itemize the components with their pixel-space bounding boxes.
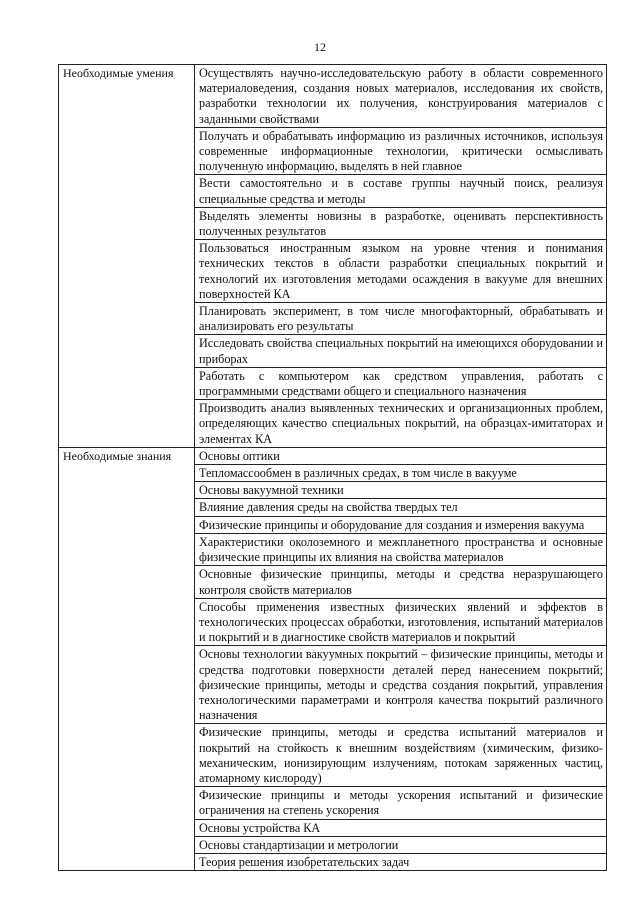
skill-item: Вести самостоятельно и в составе группы научный поиск, реализуя специальные средства и методы [195, 175, 606, 207]
skill-item: Исследовать свойства специальных покрытий на имеющихся оборудовании и приборах [195, 335, 606, 367]
knowledge-item: Характеристики околоземного и межпланетного пространства и основные физические принципы их влияния на свойства материалов [195, 533, 606, 565]
knowledge-item: Основные физические принципы, методы и средства неразрушающего контроля свойств материалов [195, 566, 606, 598]
page-number: 12 [314, 40, 326, 54]
skill-item: Производить анализ выявленных технических и организационных проблем, определяющих качество специальных покрытий, на образцах-имитаторах и элементах КА [199, 401, 603, 446]
knowledge-item: Основы стандартизации и метрологии [195, 836, 606, 853]
section-row-knowledge [59, 447, 607, 870]
knowledge-item: Основы оптики [195, 448, 606, 465]
skill-item: Планировать эксперимент, в том числе многофакторный, обрабатывать и анализировать его результаты [195, 303, 606, 335]
knowledge-list [195, 448, 606, 870]
skill-item: Пользоваться иностранным языком на уровне чтения и понимания технических текстов в области разработки специальных покрытий и технологий их изготовления методами осаждения в вакууме для внешних поверхностей КА [195, 240, 606, 303]
knowledge-item: Физические принципы и оборудование для создания и измерения вакуума [195, 516, 606, 533]
section-label-knowledge: Необходимые знания [59, 447, 195, 870]
knowledge-item: Физические принципы, методы и средства испытаний материалов и покрытий на стойкость к внешним воздействиям (химическим, физико-механическим, ионизирующим излучениям, потокам заряженных частиц, атомарному кислороду) [195, 724, 606, 787]
skill-item: Осуществлять научно-исследовательскую работу в области современного материаловедения, создания новых материалов, исследования их свойств, разработки технологии их получения, конструирования материалов с заданными свойствами [195, 65, 606, 127]
knowledge-item: Основы технологии вакуумных покрытий – физические принципы, методы и средства подготовки поверхности деталей перед нанесением покрытий; физические принципы, методы и средства создания покрытий, управления технологическими параметрами и контроля качества покрытий различного назначения [195, 646, 606, 724]
knowledge-item: Теория решения изобретательских задач [199, 854, 410, 869]
knowledge-item: Тепломассообмен в различных средах, в том числе в вакууме [195, 465, 606, 482]
section-label-skills: Необходимые умения [59, 65, 195, 448]
knowledge-item: Физические принципы и методы ускорения испытаний и физические ограничения на степень ускорения [195, 787, 606, 819]
skill-item: Выделять элементы новизны в разработке, оценивать перспективность полученных результатов [195, 207, 606, 239]
skills-list [195, 65, 606, 447]
section-row-skills [59, 65, 607, 448]
qualification-table [58, 64, 607, 871]
knowledge-item: Основы вакуумной техники [195, 482, 606, 499]
knowledge-item: Влияние давления среды на свойства твердых тел [195, 499, 606, 516]
skill-item: Работать с компьютером как средством управления, работать с программными средствами общего и специального назначения [195, 367, 606, 399]
knowledge-item: Основы устройства КА [195, 819, 606, 836]
knowledge-item: Способы применения известных физических явлений и эффектов в технологических процессах обработки, изготовления, испытаний материалов и покрытий и в диагностике свойств материалов и покрытий [195, 598, 606, 646]
skill-item: Получать и обрабатывать информацию из различных источников, используя современные информационные технологии, критически осмысливать полученную информацию, выделять в ней главное [195, 127, 606, 175]
